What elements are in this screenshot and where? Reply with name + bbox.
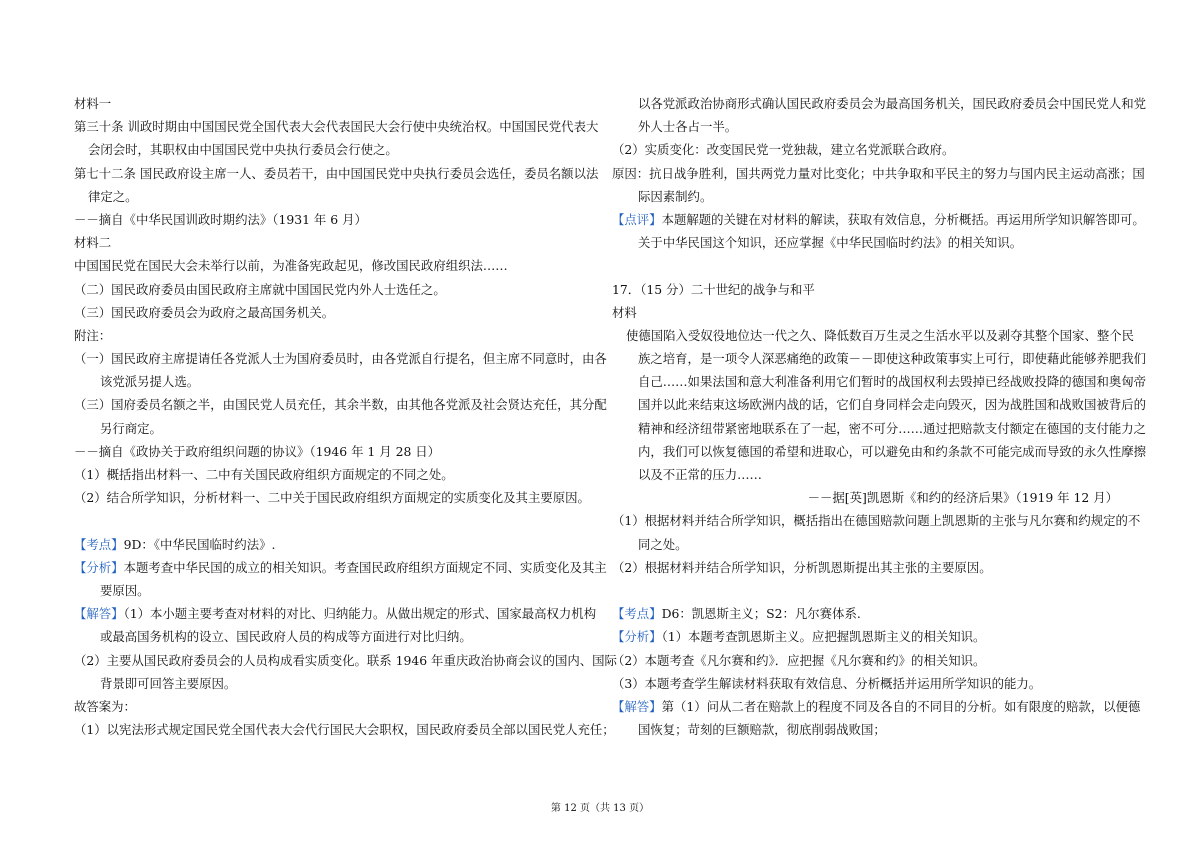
material-two-heading: 材料二 bbox=[74, 235, 112, 251]
text-line: 族之培育，是一项令人深恶痛绝的政策－－即使这种政策事实上可行，即使藉此能够养肥我们 bbox=[638, 351, 1147, 367]
kaodian-text: D6：凯恩斯主义；S2：凡尔赛体系. bbox=[661, 606, 861, 622]
text-line: 另行商定。 bbox=[100, 420, 162, 436]
material-heading: 材料 bbox=[612, 304, 637, 320]
text-line: 以各党派政治协商形式确认国民政府委员会为最高国务机关，国民政府委员会中国民党人和党 bbox=[638, 96, 1147, 111]
source-line: －－摘自《中华民国训政时期约法》（1931 年 6 月） bbox=[74, 211, 367, 227]
answer-heading: 故答案为： bbox=[74, 698, 136, 714]
text-line: 际因素制约。 bbox=[638, 188, 713, 204]
material-one-heading: 材料一 bbox=[74, 96, 112, 111]
text-line: 第七十二条 国民政府设主席一人、委员若干，由中国国民党中央执行委员会选任，委员名额以法 bbox=[74, 165, 599, 181]
text-line: 同之处。 bbox=[638, 536, 688, 552]
text-line: 会闭会时，其职权由中国国民党中央执行委员会行使之。 bbox=[88, 142, 398, 158]
fenxi-tag: 【分析】 bbox=[612, 629, 662, 645]
text-line: （三）国府委员名额之半，由国民党人员充任，其余半数，由其他各党派及社会贤达充任，其分配 bbox=[74, 397, 607, 413]
kaodian-text: 9D：《中华民国临时约法》. bbox=[123, 536, 276, 552]
text-line: （2）主要从国民政府委员会的人员构成看实质变化。联系 1946 年重庆政治协商会议的国内、国际 bbox=[74, 652, 617, 668]
question-2: （2）根据材料并结合所学知识，分析凯恩斯提出其主张的主要原因。 bbox=[612, 559, 992, 575]
right-column bbox=[612, 92, 1147, 741]
text-line: 第三十条 训政时期由中国国民党全国代表大会代表国民大会行使中央统治权。中国国民党代表大 bbox=[74, 119, 599, 135]
text-line: （二）国民政府委员由国民政府主席就中国国民党内外人士选任之。 bbox=[74, 281, 446, 297]
kaodian-tag: 【考点】 bbox=[612, 606, 662, 622]
jieda-tag: 【解答】 bbox=[612, 698, 662, 714]
question-2: （2）结合所学知识，分析材料一、二中关于国民政府组织方面规定的实质变化及其主要原因。 bbox=[74, 490, 590, 506]
text-line: 该党派另提人选。 bbox=[100, 374, 200, 390]
text-line: 国恢复；苛刻的巨额赔款，彻底削弱战败国； bbox=[638, 722, 886, 738]
jieda-text: （1）本小题主要考查对材料的对比、归纳能力。从做出规定的形式、国家最高权力机构 bbox=[123, 606, 597, 622]
text-line: 自己……如果法国和意大利准备利用它们暂时的战国权利去毁掉已经战败投降的德国和奥匈帝 bbox=[638, 374, 1147, 390]
question-1: （1）概括指出材料一、二中有关国民政府组织方面规定的不同之处。 bbox=[74, 467, 454, 482]
text-line: （三）国民政府委员会为政府之最高国务机关。 bbox=[74, 304, 335, 320]
jieda-tag: 【解答】 bbox=[74, 606, 124, 622]
text-line: 原因：抗日战争胜利，国共两党力量对比变化；中共争取和平民主的努力与国内民主运动高涨；国 bbox=[612, 165, 1145, 181]
text-line: （3）本题考查学生解读材料获取有效信息、分析概括并运用所学知识的能力。 bbox=[612, 675, 1042, 691]
text-line: 或最高国务机构的设立、国民政府人员的构成等方面进行对比归纳。 bbox=[100, 629, 472, 645]
fenxi-text: 本题考查中华民国的成立的相关知识。考查国民政府组织方面规定不同、实质变化及其主 bbox=[123, 559, 607, 575]
fenxi-line bbox=[612, 625, 1132, 648]
text-line: （一）国民政府主席提请任各党派人士为国府委员时，由各党派自行提名，但主席不同意时，由各 bbox=[74, 351, 607, 367]
text-line: 要原因。 bbox=[100, 582, 150, 598]
fenxi-tag: 【分析】 bbox=[74, 559, 124, 575]
kaodian-line bbox=[74, 533, 594, 556]
dianping-text: 本题解题的关键在对材料的解读，获取有效信息，分析概括。再运用所学知识解答即可。 bbox=[661, 211, 1145, 227]
question-17-title: 17．（15 分）二十世纪的战争与和平 bbox=[612, 281, 815, 297]
text-line: 关于中华民国这个知识，还应掌握《中华民国临时约法》的相关知识。 bbox=[638, 235, 1023, 251]
left-column bbox=[74, 92, 617, 741]
dianping-line bbox=[612, 208, 1145, 231]
text-line: 附注： bbox=[74, 327, 112, 343]
jieda-line bbox=[612, 695, 1141, 718]
dianping-tag: 【点评】 bbox=[612, 211, 662, 227]
kaodian-line bbox=[612, 602, 1132, 625]
page-footer: 第 12 页（共 13 页） bbox=[550, 803, 650, 814]
source-line: －－据[英]凯恩斯《和约的经济后果》（1919 年 12 月） bbox=[807, 490, 1118, 506]
text-line: （1）以宪法形式规定国民党全国代表大会代行国民大会职权，国民政府委员全部以国民党人充任； bbox=[74, 722, 615, 738]
jieda-line bbox=[74, 602, 597, 625]
question-1: （1）根据材料并结合所学知识，概括指出在德国赔款问题上凯恩斯的主张与凡尔赛和约规定的不 bbox=[612, 513, 1141, 529]
spacer bbox=[612, 254, 1132, 277]
jieda-text: 第（1）问从二者在赔款上的程度不同及各自的不同目的分析。如有限度的赔款，以便德 bbox=[661, 698, 1141, 714]
text-line: 背景即可回答主要原因。 bbox=[100, 675, 237, 691]
text-line: 律定之。 bbox=[88, 188, 138, 204]
kaodian-tag: 【考点】 bbox=[74, 536, 124, 552]
text-line: （2）实质变化：改变国民党一党独裁，建立名党派联合政府。 bbox=[612, 142, 955, 158]
text-line: 中国国民党在国民大会未举行以前，为准备宪政起见，修改国民政府组织法…… bbox=[74, 258, 508, 274]
text-line: 内，我们可以恢复德国的希望和进取心，可以避免由和约条款不可能完成而导致的永久性摩擦 bbox=[638, 443, 1147, 459]
text-line: 以及不正常的压力…… bbox=[638, 467, 762, 482]
spacer bbox=[612, 579, 1132, 602]
spacer bbox=[74, 509, 594, 532]
text-line: （2）本题考查《凡尔赛和约》．应把握《凡尔赛和约》的相关知识。 bbox=[612, 652, 986, 668]
text-line: 使德国陷入受奴役地位达一代之久、降低数百万生灵之生活水平以及剥夺其整个国家、整个民 bbox=[626, 327, 1135, 343]
source-line: －－摘自《政协关于政府组织问题的协议》（1946 年 1 月 28 日） bbox=[74, 443, 441, 459]
text-line: 精神和经济纽带紧密地联系在了一起，密不可分……通过把赔款支付额定在德国的支付能力之 bbox=[638, 420, 1147, 436]
text-line: 外人士各占一半。 bbox=[638, 119, 738, 135]
fenxi-text: （1）本题考查凯恩斯主义。应把握凯恩斯主义的相关知识。 bbox=[661, 629, 986, 645]
text-line: 国并以此来结束这场欧洲内战的话，它们自身同样会走向毁灭，因为战胜国和战败国被背后的 bbox=[638, 397, 1147, 413]
fenxi-line bbox=[74, 556, 607, 579]
